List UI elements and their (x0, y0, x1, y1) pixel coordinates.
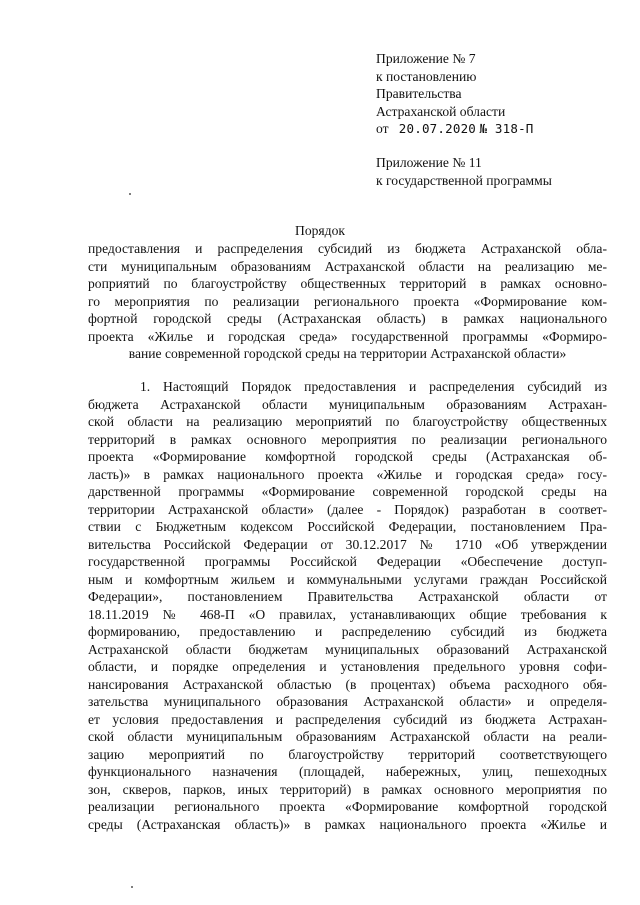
appendix-header (376, 50, 534, 138)
appendix-region: Астраханской области (376, 103, 506, 119)
program-appendix-reference: к государственной программы (376, 172, 552, 188)
paragraph-1 (88, 378, 607, 833)
subtitle-line: проекта «Жилье и городская среда» государственной программы «Формиро- (88, 328, 607, 344)
program-appendix-header (376, 154, 552, 189)
scan-speck (131, 886, 133, 888)
body-line: ным и комфортным жильем и коммунальными услугами граждан Российской (88, 571, 607, 587)
date-prefix: от (376, 121, 389, 137)
subtitle-line: предоставления и распределения субсидий из бюджета Астраханской обла- (88, 241, 607, 256)
body-line: 1. Настоящий Порядок предоставления и распределения субсидий из (140, 379, 607, 394)
body-line: территорий в рамках основного мероприятия по реализации регионального (88, 431, 607, 447)
body-line: ствии с Бюджетным кодексом Российской Федерации, постановлением Пра- (88, 519, 607, 534)
resolution-number: № 318-П (479, 121, 534, 137)
resolution-date: 20.07.2020 (398, 121, 477, 137)
appendix-number: Приложение № 7 (376, 51, 476, 66)
body-line: ласть)» в рамках национального проекта «Жилье и городская среда» госу- (88, 466, 607, 482)
body-line: нансирования Астраханской областью (в процентах) объема расходного обя- (88, 676, 607, 692)
body-line: зательства муниципального образования Астраханской области» и определя- (88, 694, 607, 709)
body-line: бюджета Астраханской области муниципальным образованиям Астрахан- (88, 396, 607, 412)
body-line: проекта «Формирование комфортной городской среды (Астраханская об- (88, 449, 607, 464)
body-line: ской области муниципальным образованиям Астраханской области на реали- (88, 729, 607, 744)
body-line: дарственной программы «Формирование современной городской среды на (88, 484, 607, 499)
subtitle-line: сти муниципальным образованиям Астраханской области на реализацию ме- (88, 258, 607, 274)
body-line: среды (Астраханская область)» в рамках национального проекта «Жилье и (88, 816, 607, 832)
body-line: реализации регионального проекта «Формирование комфортной городской (88, 799, 607, 814)
body-line: вительства Российской Федерации от 30.12.2017 № 1710 «Об утверждении (88, 536, 607, 552)
scan-speck (129, 193, 131, 195)
body-line: Федерации», постановлением Правительства Астраханской области от (88, 589, 607, 604)
appendix-authority: Правительства (376, 86, 462, 102)
body-line: формированию, предоставлению и распределению субсидий из бюджета (88, 624, 607, 639)
subtitle-line: го мероприятия по реализации регионального проекта «Формирование ком- (88, 293, 607, 309)
body-line: зацию мероприятий по благоустройству территорий соответствующего (88, 746, 607, 762)
document-subtitle (88, 240, 607, 363)
body-line: функционального назначения (площадей, набережных, улиц, пешеходных (88, 764, 607, 779)
subtitle-line: фортной городской среды (Астраханская область) в рамках национального (88, 311, 607, 326)
program-appendix-number: Приложение № 11 (376, 155, 482, 170)
body-line: области, и порядке определения и установления предельного уровня софи- (88, 659, 607, 674)
body-line: 18.11.2019 № 468-П «О правилах, устанавливающих общие требования к (88, 606, 607, 622)
appendix-reference: к постановлению (376, 68, 477, 84)
body-line: территории Астраханской области» (далее - Порядок) разработан в соответ- (88, 501, 607, 517)
body-line: государственной программы Российской Федерации «Обеспечение доступ- (88, 554, 607, 569)
subtitle-line: роприятий по благоустройству общественных территорий в рамках основно- (88, 276, 607, 291)
body-line: зон, скверов, парков, иных территорий) в рамках основного мероприятия по (88, 781, 607, 797)
body-line: ет условия предоставления и распределения субсидий из бюджета Астрахан- (88, 711, 607, 727)
subtitle-line: вание современной городской среды на территории Астраханской области» (128, 346, 567, 361)
document-title: Порядок (295, 223, 345, 238)
body-line: Астраханской области бюджетам муниципальных образований Астраханской (88, 641, 607, 657)
body-line: ской области на реализацию мероприятий по благоустройству общественных (88, 414, 607, 429)
appendix-date-line (376, 120, 534, 138)
